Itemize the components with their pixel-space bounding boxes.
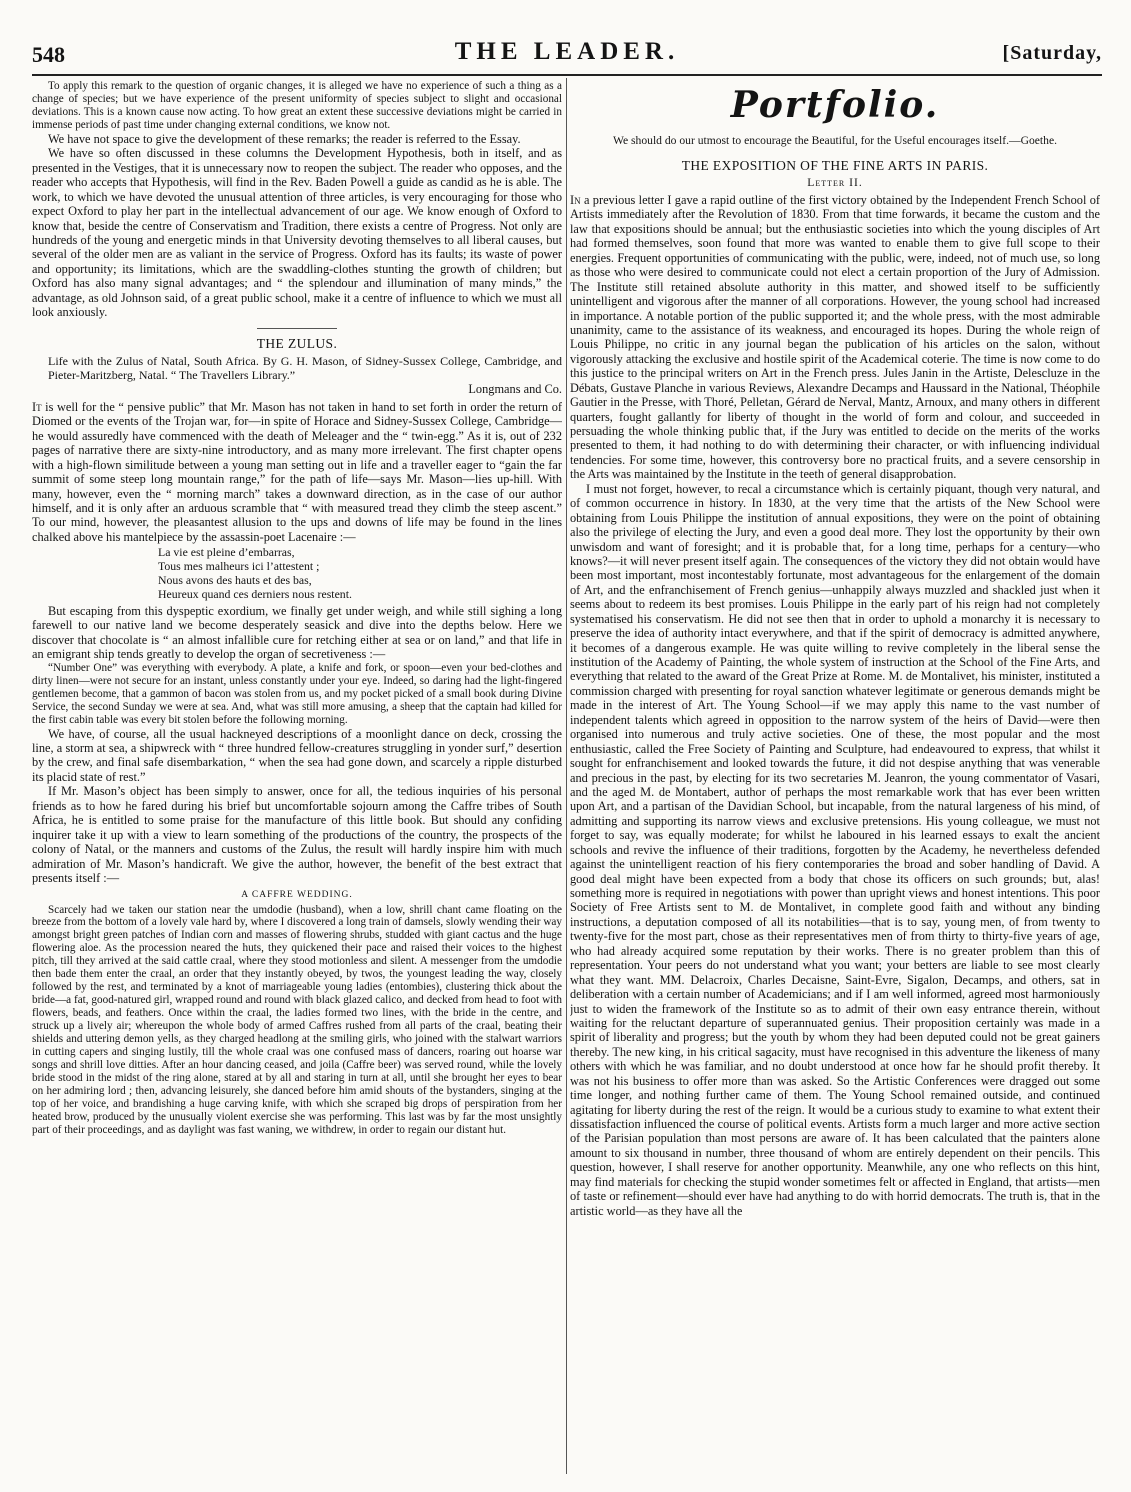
letter-number: Letter II. — [807, 176, 863, 190]
verse-line: Heureux quand ces derniers nous restent. — [158, 587, 352, 601]
article-title: THE EXPOSITION OF THE FINE ARTS IN PARIS. — [681, 157, 989, 173]
lead-word: It — [32, 399, 42, 414]
issue-day: [Saturday, — [1002, 42, 1102, 64]
masthead: THE LEADER. — [454, 38, 680, 65]
motto: We should do our utmost to encourage the Beautiful, for the Useful encourages itself.—Goethe. — [612, 134, 1057, 148]
left-column — [32, 80, 562, 1474]
verse-line: La vie est pleine d’embarras, — [158, 545, 295, 560]
verse — [32, 546, 562, 602]
paragraph — [570, 193, 1100, 482]
header-rule — [32, 74, 1102, 76]
page-number: 548 — [32, 42, 65, 67]
paragraph: We have so often discussed in these columns the Development Hypothesis, both in itself, and as presented in the Vestiges, that it is unnecessary now to reopen the subject. The reader who opposes, and the reader who accepts that Hypothesis, will find in the Rev. Baden Powell a guide as candid as he is able. The work, to which we have devoted the unusual attention of three articles, is very encouraging for those who expect Oxford to play her part in the intellectual advancement of our age. We know enough of Oxford to know that, beside the centre of Conservatism and Tradition, there exists a centre of Progress. Not only are hundreds of the young and energetic minds in that University devoting themselves to all liberal causes, but several of the older men are as valiant in the service of Progress. Oxford has its faults; its waste of power and opportunity; its limitations, which are the swaddling-clothes stunting the growth of children; but Oxford has also many signal advantages; and “ the splendour and illumination of many minds,” the advantage, as old Johnson said, of a great public school, make it a centre of influence to which we must all look anxiously. — [32, 146, 562, 320]
paragraph-text: a previous letter I gave a rapid outline of the first victory obtained by the Independent French School of Artists immediately after the Revolution of 1830. From that time forwards, it became the custom and the law that expositions should be annual; but the enthusiastic societies into which the young disciples of Art had formed themselves, soon found that more was wanted to enable them to give full scope to their energies. Frequent opportunities of communicating with the public, were, indeed, not of much use, so long as those who were desired to communicate could not elect a certain proportion of the Jury of Admission. The Institute still retained absolute authority in this matter, and showed itself to be sufficiently unintelligent and vigorous after the manner of all corporations. However, the young school had increased in importance. A notable portion of the public supported it; and the whole press, with the most admirable unanimity, came to the assistance of its weakness, and encouraged its hopes. During the whole reign of Louis Philippe, no critic in any journal began the publication of his articles on the salon, without vigorously attacking the exclusive and hostile spirit of the Academical coterie. The time is now come to do this justice to the principal writers on Art in the French press. Jules Janin in the Artiste, Delescluze in the Débats, Gustave Planche in various Reviews, Alexandre Decamps and Haussard in the National, Théophile Gautier in the Presse, with Thoré, Pelletan, Gérard de Nerval, Mantz, Arnoux, and many others in different quarters, fought gallantly for liberty of thought in the world of form and colour, and succeeded in persuading the whole thinking public that, if the Jury was entitled to decide on the merits of the works presented to them, it had nothing to do with determining their character, or with influencing individual tendencies. For some time, however, this controversy bore no practical fruits, and a severe censorship in the Arts was maintained by the Institute in the teeth of general disapprobation. — [570, 193, 1100, 482]
quoted-extract: “Number One” was everything with everybody. A plate, a knife and fork, or spoon—even your bed-clothes and dirty linen—were not secure for an instant, unless constantly under your eye. Indeed, so daring had the light-fingered gentlemen become, that a gammon of bacon was stolen from us, and my pocket picked of a small book during Divine Service, the second Sunday we were at sea. And, what was still more amusing, a sheep that the captain had killed for the first cabin table was every bit stolen before the following morning. — [32, 661, 562, 726]
paragraph: I must not forget, however, to recal a circumstance which is certainly piquant, though very natural, and of common occurrence in history. In 1830, at the very time that the artists of the New School were obtaining from Louis Philippe the institution of annual expositions, they were on the point of obtaining also the privilege of electing the Jury, and even a good deal more. They lost the opportunity by their own unwisdom and want of foresight; and it is probable that, for a long time, perhaps for a century—who knows?—it will never present itself again. The consequences of the victory they did not obtain would have been most important, most incontestably fortunate, most advantageous for the enlargement of the domain of Art, and the enfranchisement of French genius—unhappily always muzzled and shackled just when it seems about to redeem its best promises. Louis Philippe in the early part of his reign had not completely systematised his conservatism. He did not see then that in order to uphold a monarchy it is necessary to preserve the idea of authority intact everywhere, and that if the spirit of democracy is admitted anywhere, it becomes of a dangerous example. He was quite willing to revive completely in the liberal sense the institution of the Academy of Painting, the whole system of instruction at the School of the Fine Arts, and everything that related to the award of the Great Prize at Rome. M. de Montalivet, his minister, instituted a commission charged with presenting for royal sanction whatever legitimate or generous demands might be made in the interest of Art. The Young School—if we may apply this name to the vast number of independent talents which agreed in opposition to the narrow system of the heirs of David—were then organised into numerous and truly active societies. One of these, the most popular and the most enthusiastic, called the Free Society of Painting and Sculpture, had endeavoured to express, that whilst it sought for enfranchisement and looked towards the future, it did not despise anything that was venerable and precious in the past, by electing for its two secretaries M. Jeanron, the young commentator of Vasari, and the aged M. de Montabert, author of perhaps the most remarkable work that has ever been written upon Art, and a partisan of the Davidian School, but incapable, from the natural largeness of his mind, of admitting and supporting its narrow views and exclusive pretensions. His young colleague, we must not forget to say, was equally moderate; for whilst he laboured in his learned essays to exalt the ancient schools and revive the influence of their traditions, forgotten by the Academy, he nevertheless defended against the unintelligent reaction of his fiery contemporaries the broad and sober handling of David. A good deal might have been expected from a body that chose its officers on such grounds; but, alas! something more is required in negotiations with power than upright views and honest intentions. This poor Society of Free Artists sent to M. de Montalivet, in complete good faith and without any binding instructions, a deputation composed of all its notabilities—that is to say, young men, of from twenty to twenty-five for the most part, chose as their representatives men of from thirty to thirty-five years of age, who had already acquired some reputation by their works. There is no greater problem than this of representation. Your peers do not understand what you want; your betters are liable to see most clearly what they want. MM. Delacroix, Charles Decaisne, Saint-Evre, Sigalon, Decamps, and others, sat in deliberation with a certain number of Academicians; and if I am well informed, agreed most harmoniously just to widen the framework of the Institute so as to admit of their own easy entrance therein, without waiting for the reluctant departure of superannuated genius. Their proposition certainly was made in a spirit of liberality and progress; but the youth by whom they had been deputed could not be great gainers thereby. The new king, in his critical sagacity, must have recognised in this adventure the likeness of many others with which he was familiar, and no doubt understood at once how far he should profit thereby. It was not his business to offer more than was asked. So the Artistic Conferences were dragged out some time longer, and nothing further came of them. The Young School remained outside, and continued agitating for liberty during the rest of the reign. It would be a curious study to examine to what extent their dissatisfaction influenced the course of political events. Artists form a much larger and more active section of the Parisian population than most persons are aware of. It has been calculated that the painters alone amount to six thousand in number, three thousand of whom are entirely dependent on their pencils. This question, however, I shall reserve for another opportunity. Meanwhile, any one who reflects on this hint, may find materials for checking the stupid wonder sometimes felt or affected in England, that artists—men of taste or refinement—should ever have had anything to do with horrid democrats. The truth is, that in the artistic world—as they have all the — [570, 481, 1100, 1218]
publisher: Longmans and Co. — [468, 382, 562, 397]
section-title: THE ZULUS. — [256, 335, 338, 351]
book-citation: Life with the Zulus of Natal, South Africa. By G. H. Mason, of Sidney-Sussex College, Cambridge, and Pieter-Maritzberg, Natal. “ The Travellers Library.” — [48, 354, 562, 383]
paragraph: We have, of course, all the usual hackneyed descriptions of a moonlight dance on deck, crossing the line, a storm at sea, a shipwreck with “ three hundred fellow-creatures struggling in yonder surf,” desertion by the crew, and final safe disembarkation, “ when the sea had gone down, and scarcely a ripple disturbed its placid state of rest.” — [32, 726, 562, 784]
verse-line: Tous mes malheurs ici l’attestent ; — [158, 559, 320, 574]
paragraph: If Mr. Mason’s object has been simply to answer, once for all, the tedious inquiries of his personal friends as to how he fared during his brief but uncomfortable sojourn among the Caffre tribes of South Africa, he is entitled to some praise for the manufacture of this little book. But should any confiding inquirer take it up with a view to learn something of the productions of the country, the prospects of the colony of Natal, or the manners and customs of the Zulus, the result will hardly inspire him with much admiration of Mr. Mason’s handicraft. We give the author, however, the benefit of the best extract that presents itself :— — [32, 784, 562, 885]
page-header — [32, 38, 1102, 76]
column-divider — [566, 78, 567, 1474]
paragraph — [32, 400, 562, 544]
paragraph: But escaping from this dyspeptic exordium, we finally get under weigh, and while still sighing a long farewell to our native land we become desperately seasick and dive into the depths below. Here we discover that chocolate is “ an almost infallible cure for retching either at sea or on land,” and that life in an emigrant ship tends greatly to develop the organ of secretiveness :— — [32, 603, 562, 662]
extract-title: A CAFFRE WEDDING. — [241, 890, 353, 901]
lead-word: In — [570, 193, 581, 208]
quoted-extract: Scarcely had we taken our station near the umdodie (husband), when a low, shrill chant came floating on the breeze from the bottom of a lovely vale hard by, where I discovered a long train of damsels, slowly wending their way amongst bright green patches of Indian corn and masses of flowering shrubs, studded with giant cactus and the huge flowering aloe. As the procession neared the huts, they quickened their pace and raised their voices to the highest pitch, till they arrived at the said cattle craal, where they stood motionless and silent. A messenger from the umdodie then bade them enter the craal, an order that they instantly obeyed, by twos, the youngest leading the way, closely followed by the rest, and terminated by a knot of marriageable young ladies (entombies), clustering thick about the bride—a fat, good-natured girl, wrapped round and round with black glazed calico, and decked from head to foot with flowers, beads, and feathers. Once within the craal, the ladies formed two lines, with the bride in the centre, and struck up a lively air; whereupon the whole body of armed Caffres rushed from all parts of the craal, beating their shields and uttering demon yells, as they charged headlong at the smiling girls, who joined with the stalwart warriors in cutting capers and singing lustily, till the whole craal was one confused mass of dancers, roaring out hoarse war songs and shrill love ditties. After an hour dancing ceased, and joila (Caffre beer) was served round, while the lovely bride stood in the midst of the ring alone, stared at by all and staring in turn at all, until she brought her eyes to bear on her admiring lord ; then, advancing leisurely, she danced before him amid shouts of the bystanders, singing at the top of her voice, and brandishing a huge carving knife, with which she scraped big drops of perspiration from her heated brow, produced by the unusually violent exercise she was performing. This last was by far the most unsightly part of their proceedings, and as daylight was fast waning, we withdrew, in order to regain our distant hut. — [32, 903, 562, 1137]
paragraph-text: is well for the “ pensive public” that Mr. Mason has not taken in hand to set forth in order the return of Diomed or the events of the Trojan war, for—in spite of Horace and Sidney-Sussex College, Cambridge—he would assuredly have commenced with the death of Meleager and the “ twin-egg.” As it is, out of 232 pages of narrative there are sixty-nine introductory, and as many more irrelevant. The first chapter opens with a high-flown similitude between a young man setting out in life and a traveller eager to “gain the far summit of some steep long mountain range,” for the path of life—says Mr. Mason—lies up-hill. With many, however, even the “ morning march” takes a downward direction, as in the case of our author himself, and it is only after an arduous scramble that “ with measured tread they climb the steep ascent.” To our mind, however, the pleasantest allusion to the ups and downs of life may be found in the lines chalked above his mantelpiece by the assassin-poet Lacenaire :— — [32, 399, 562, 544]
section-divider — [257, 328, 337, 329]
paragraph: To apply this remark to the question of organic changes, it is alleged we have no experience of such a thing as a change of species; but we have experience of the present uniformity of species subject to slight and occasional deviations. This is a known cause now acting. To how great an extent these successive deviations might be carried in immense periods of past time under changing external conditions, we know not. — [32, 80, 562, 131]
right-column — [570, 80, 1100, 1474]
verse-line: Nous avons des hauts et des bas, — [158, 573, 312, 588]
paragraph: We have not space to give the development of these remarks; the reader is referred to the Essay. — [48, 131, 521, 146]
portfolio-title: Portfolio. — [730, 84, 940, 126]
